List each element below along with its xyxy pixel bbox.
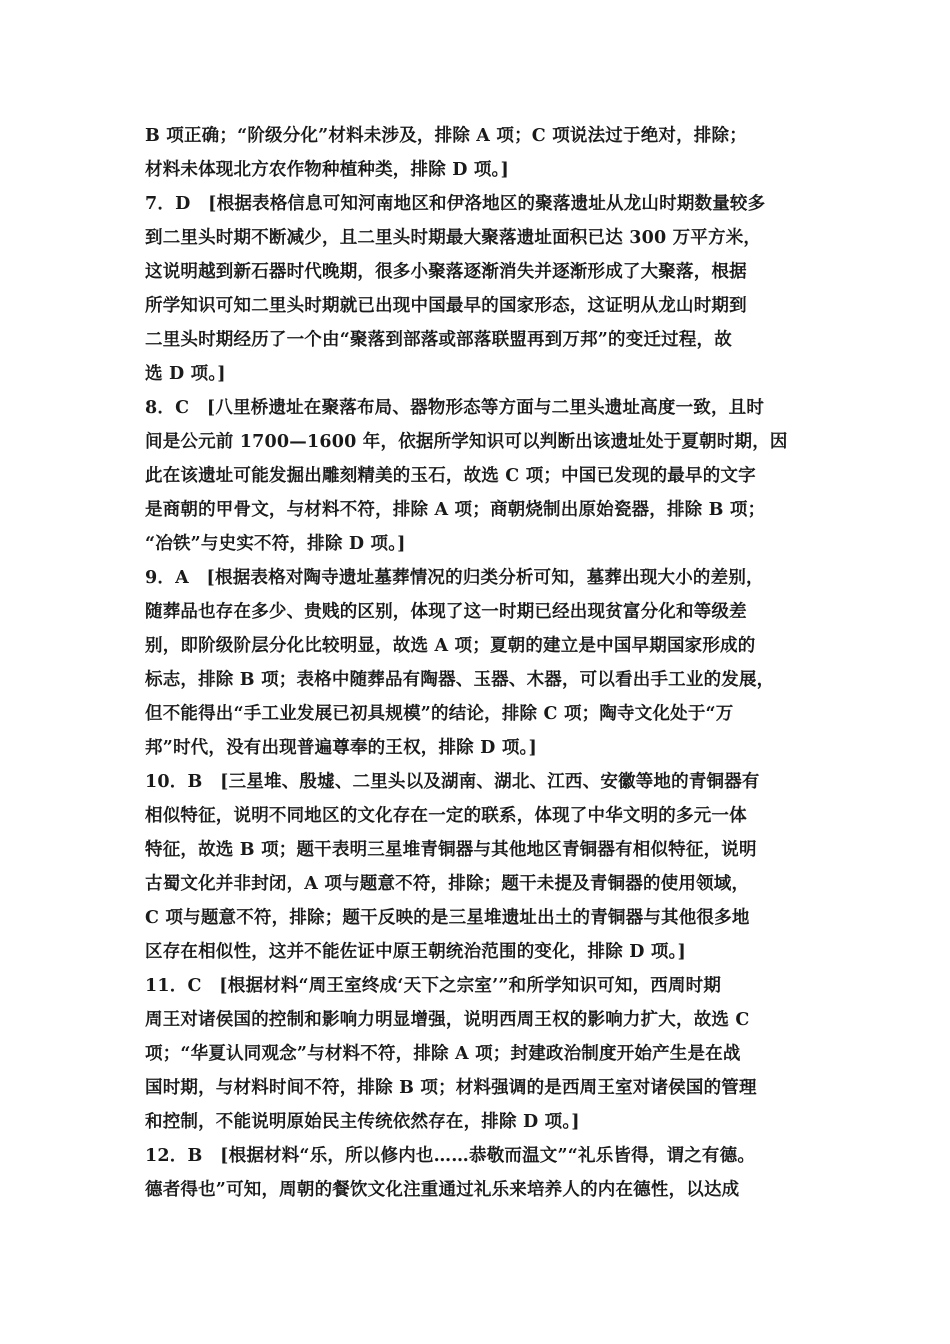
text-line: 7．D [根据表格信息可知河南地区和伊洛地区的聚落遗址从龙山时期数量较多 bbox=[145, 194, 766, 214]
text-line: 间是公元前 1700—1600 年，依据所学知识可以判断出该遗址处于夏朝时期，因 bbox=[145, 432, 788, 452]
text-line: 项；“华夏认同观念”与材料不符，排除 A 项；封建政治制度开始产生是在战 bbox=[145, 1044, 741, 1064]
text-line: 和控制，不能说明原始民主传统依然存在，排除 D 项。] bbox=[145, 1112, 580, 1132]
text-line: 二里头时期经历了一个由“聚落到部落或部落联盟再到万邦”的变迁过程，故 bbox=[145, 330, 732, 350]
text-line: 11．C [根据材料“周王室终成‘天下之宗室’”和所学知识可知，西周时期 bbox=[145, 976, 722, 996]
text-line: 特征，故选 B 项；题干表明三星堆青铜器与其他地区青铜器有相似特征，说明 bbox=[145, 840, 757, 860]
answer-explanation-page bbox=[145, 119, 820, 1207]
text-line: 到二里头时期不断减少，且二里头时期最大聚落遗址面积已达 300 万平方米， bbox=[145, 228, 762, 248]
text-line: 所学知识可知二里头时期就已出现中国最早的国家形态，这证明从龙山时期到 bbox=[145, 296, 747, 316]
text-line: 周王对诸侯国的控制和影响力明显增强，说明西周王权的影响力扩大，故选 C bbox=[145, 1010, 750, 1030]
text-line: “冶铁”与史实不符，排除 D 项。] bbox=[145, 534, 406, 554]
text-line: 区存在相似性，这并不能佐证中原王朝统治范围的变化，排除 D 项。] bbox=[145, 942, 686, 962]
text-line: 标志，排除 B 项；表格中随葬品有陶器、玉器、木器，可以看出手工业的发展， bbox=[145, 670, 775, 690]
text-line: 这说明越到新石器时代晚期，很多小聚落逐渐消失并逐渐形成了大聚落，根据 bbox=[145, 262, 747, 282]
text-line: 12．B [根据材料“乐，所以修内也……恭敬而温文”“礼乐皆得，谓之有德。 bbox=[145, 1146, 756, 1166]
text-line: 古蜀文化并非封闭，A 项与题意不符，排除；题干未提及青铜器的使用领域， bbox=[145, 874, 750, 894]
text-line: 相似特征，说明不同地区的文化存在一定的联系，体现了中华文明的多元一体 bbox=[145, 806, 747, 826]
text-line: 邦”时代，没有出现普遍尊奉的王权，排除 D 项。] bbox=[145, 738, 537, 758]
text-line: 材料未体现北方农作物种植种类，排除 D 项。] bbox=[145, 160, 509, 180]
text-line: 德者得也”可知，周朝的餐饮文化注重通过礼乐来培养人的内在德性，以达成 bbox=[145, 1180, 740, 1200]
text-line: 但不能得出“手工业发展已初具规模”的结论，排除 C 项；陶寺文化处于“万 bbox=[145, 704, 734, 724]
text-line: C 项与题意不符，排除；题干反映的是三星堆遗址出土的青铜器与其他很多地 bbox=[145, 908, 750, 928]
text-line: 随葬品也存在多少、贵贱的区别，体现了这一时期已经出现贫富分化和等级差 bbox=[145, 602, 747, 622]
text-line: 8．C [八里桥遗址在聚落布局、器物形态等方面与二里头遗址高度一致，且时 bbox=[145, 398, 765, 418]
text-line: 选 D 项。] bbox=[145, 364, 226, 384]
text-line: 国时期，与材料时间不符，排除 B 项；材料强调的是西周王室对诸侯国的管理 bbox=[145, 1078, 757, 1098]
text-line: 9．A [根据表格对陶寺遗址墓葬情况的归类分析可知，墓葬出现大小的差别， bbox=[145, 568, 764, 588]
text-line: 别，即阶级阶层分化比较明显，故选 A 项；夏朝的建立是中国早期国家形成的 bbox=[145, 636, 756, 656]
text-line: 此在该遗址可能发掘出雕刻精美的玉石，故选 C 项；中国已发现的最早的文字 bbox=[145, 466, 756, 486]
text-line: 是商朝的甲骨文，与材料不符，排除 A 项；商朝烧制出原始瓷器，排除 B 项； bbox=[145, 500, 766, 520]
text-line: B 项正确；“阶级分化”材料未涉及，排除 A 项；C 项说法过于绝对，排除； bbox=[145, 126, 747, 146]
text-line: 10．B [三星堆、殷墟、二里头以及湖南、湖北、江西、安徽等地的青铜器有 bbox=[145, 772, 760, 792]
